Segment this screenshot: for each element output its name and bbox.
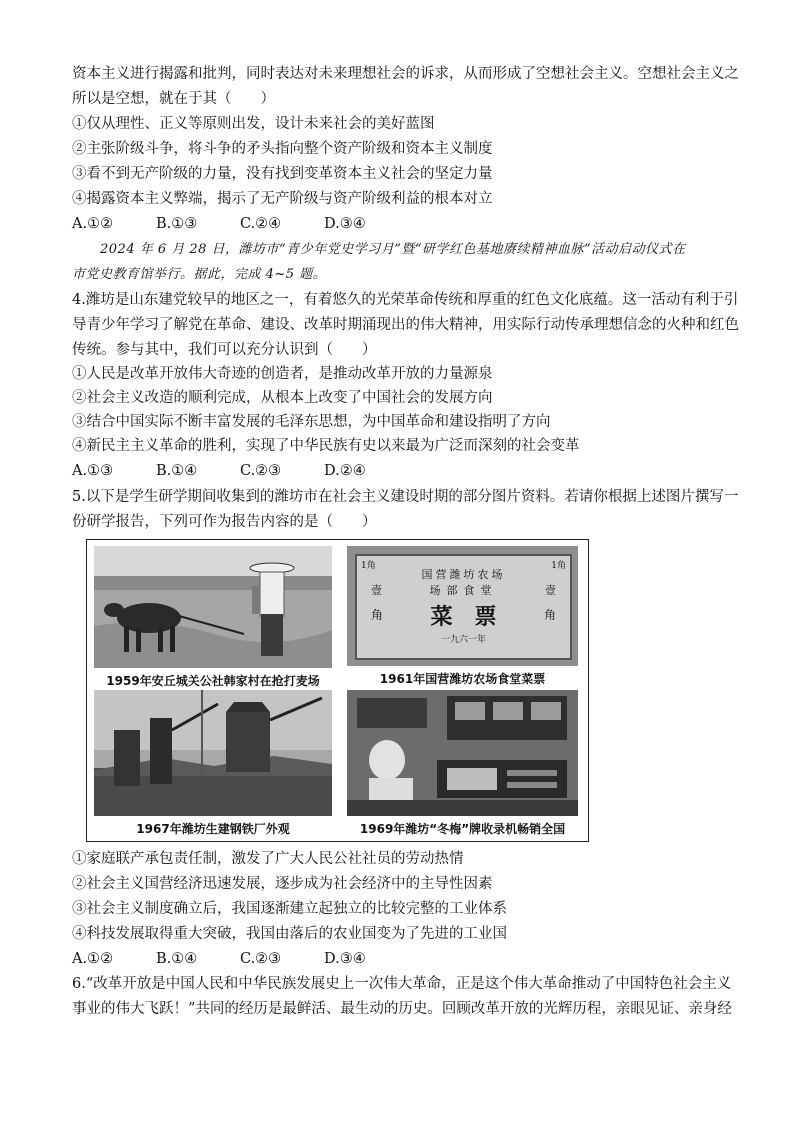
q5-item-2: ②社会主义国营经济迅速发展，逐步成为社会经济中的主导性因素 — [72, 876, 493, 892]
q3-option-d[interactable]: D.③④ — [324, 216, 366, 232]
caption-photo-3: 1967年潍坊生建钢铁厂外观 — [136, 822, 290, 836]
ticket-right-char: 壹 — [545, 584, 556, 597]
q5-option-a[interactable]: A.①② — [72, 951, 114, 967]
q3-options — [72, 214, 732, 234]
q5-stem-line2: 份研学报告，下列可作为报告内容的是（ ） — [72, 514, 377, 530]
caption-photo-4: 1969年潍坊“冬梅”牌收录机畅销全国 — [359, 822, 566, 836]
q4-option-b[interactable]: B.①④ — [156, 463, 198, 479]
q4-option-c[interactable]: C.②③ — [240, 463, 282, 479]
q5-option-d[interactable]: D.③④ — [324, 951, 366, 967]
q3-item-3: ③看不到无产阶级的力量，没有找到变革资本主义社会的坚定力量 — [72, 166, 493, 182]
passage-intro-line2: 市党史教育馆举行。据此，完成 4~5 题。 — [72, 267, 327, 282]
q3-item-4: ④揭露资本主义弊端，揭示了无产阶级与资产阶级利益的根本对立 — [72, 191, 493, 207]
q5-item-4: ④科技发展取得重大突破，我国由落后的农业国变为了先进的工业国 — [72, 926, 507, 942]
q3-option-b[interactable]: B.①③ — [156, 216, 198, 232]
passage-intro-line1: 2024 年 6 月 28 日，潍坊市“青少年党史学习月”暨“研学红色基地赓续精神血脉”活动启动仪式在 — [100, 242, 686, 257]
q4-item-2: ②社会主义改造的顺利完成，从根本上改变了中国社会的发展方向 — [72, 390, 493, 406]
farming-photo — [94, 546, 332, 668]
q5-option-c[interactable]: C.②③ — [240, 951, 282, 967]
ticket-left-char: 壹 — [371, 584, 382, 597]
photo-collage — [86, 539, 589, 842]
ticket-title: 菜 票 — [430, 604, 497, 630]
q6-stem-line2: 事业的伟大飞跃！”共同的经历是最鲜活、最生动的历史。回顾改革开放的光辉历程，亲眼见证、亲身经 — [72, 1001, 732, 1017]
q4-option-d[interactable]: D.②④ — [324, 463, 366, 479]
ticket-canteen: 场部食堂 — [429, 584, 498, 597]
q4-item-3: ③结合中国实际不断丰富发展的毛泽东思想，为中国革命和建设指明了方向 — [72, 414, 551, 430]
farming-illustration — [94, 546, 332, 668]
caption-photo-1: 1959年安丘城关公社韩家村在抢打麦场 — [106, 674, 320, 688]
q3-option-a[interactable]: A.①② — [72, 216, 114, 232]
q3-item-2: ②主张阶级斗争，将斗争的矛头指向整个资产阶级和资本主义制度 — [72, 141, 493, 157]
q6-stem-line1: 6.“改革开放是中国人民和中华民族发展史上一次伟大革命，正是这个伟大革命推动了中国特色社会主义 — [72, 976, 732, 992]
ticket-corner-tr: 1角 — [551, 561, 566, 571]
q5-stem-line1: 5.以下是学生研学期间收集到的潍坊市在社会主义建设时期的部分图片资料。若请你根据上述图片撰写一 — [72, 489, 739, 505]
q3-stem-line1: 资本主义进行揭露和批判，同时表达对未来理想社会的诉求，从而形成了空想社会主义。空想社会主义之 — [72, 66, 739, 82]
q5-option-b[interactable]: B.①④ — [156, 951, 198, 967]
q4-stem-line2: 导青少年学习了解党在革命、建设、改革时期涌现出的伟大精神，用实际行动传承理想信念的火种和红色 — [72, 317, 739, 333]
meal-ticket — [355, 554, 572, 660]
ticket-issuer: 国营潍坊农场 — [421, 568, 506, 581]
ticket-jiao-left: 角 — [371, 608, 384, 622]
q4-option-a[interactable]: A.①③ — [72, 463, 114, 479]
ticket-corner-tl: 1角 — [361, 561, 376, 571]
q4-stem-line3: 传统。参与其中，我们可以充分认识到（ ） — [72, 342, 377, 358]
caption-photo-2: 1961年国营潍坊农场食堂菜票 — [379, 672, 546, 686]
meal-ticket-photo — [347, 546, 578, 666]
ticket-year: 一九六一年 — [440, 635, 486, 645]
steel-plant-illustration — [94, 690, 332, 816]
steel-plant-photo — [94, 690, 332, 816]
ticket-jiao-right: 角 — [543, 608, 556, 622]
q4-item-4: ④新民主主义革命的胜利，实现了中华民族有史以来最为广泛而深刻的社会变革 — [72, 438, 580, 454]
q4-item-1: ①人民是改革开放伟大奇迹的创造者，是推动改革开放的力量源泉 — [72, 366, 493, 382]
radio-factory-illustration — [347, 690, 578, 816]
q4-options — [72, 461, 732, 481]
radio-factory-photo — [347, 690, 578, 816]
q3-stem-line2: 所以是空想，就在于其（ ） — [72, 91, 275, 107]
q3-option-c[interactable]: C.②④ — [240, 216, 282, 232]
q5-options — [72, 949, 732, 969]
q3-item-1: ①仅从理性、正义等原则出发，设计未来社会的美好蓝图 — [72, 116, 435, 132]
q4-stem-line1: 4.潍坊是山东建党较早的地区之一，有着悠久的光荣革命传统和厚重的红色文化底蕴。这一活动有利于引 — [72, 292, 739, 308]
q5-item-3: ③社会主义制度确立后，我国逐渐建立起独立的比较完整的工业体系 — [72, 901, 507, 917]
q5-item-1: ①家庭联产承包责任制，激发了广大人民公社社员的劳动热情 — [72, 851, 464, 867]
